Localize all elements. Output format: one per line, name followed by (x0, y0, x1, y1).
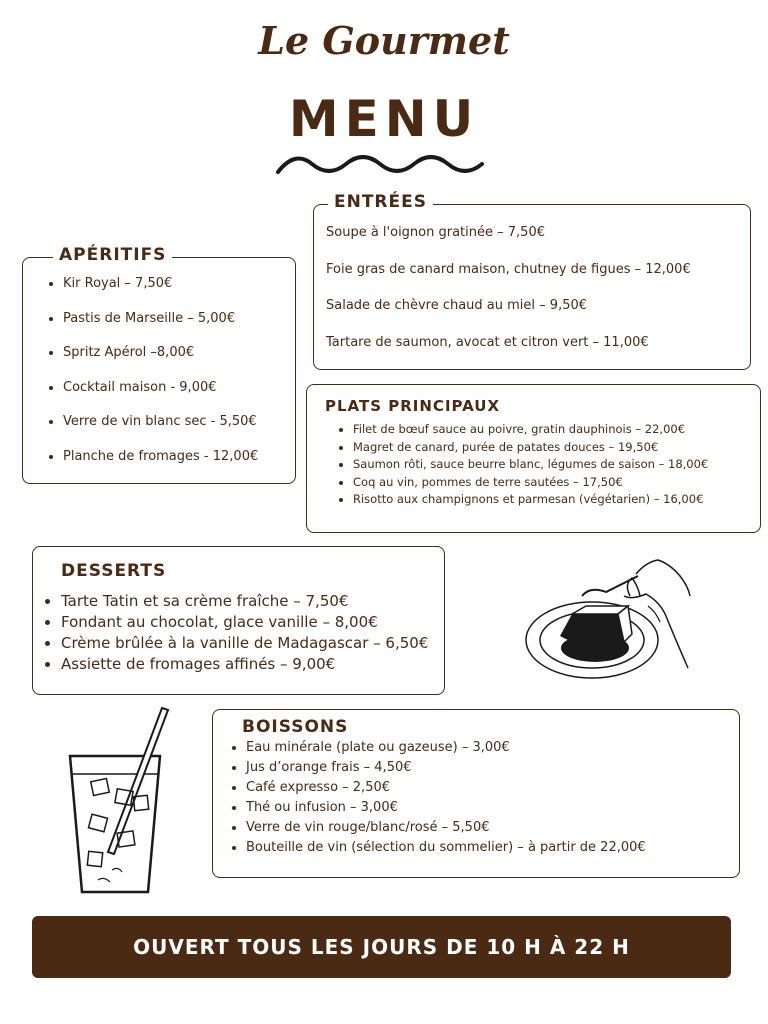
desserts-section (32, 546, 445, 695)
entrees-list (326, 225, 691, 371)
desserts-title: DESSERTS (61, 561, 167, 581)
list-item: • Bouteille de vin (sélection du sommelier) – à partir de 22,00€ (246, 838, 646, 858)
list-item: • Spritz Apérol –8,00€ (63, 345, 258, 380)
list-item: • Magret de canard, purée de patates douces – 19,50€ (353, 439, 708, 457)
entrees-title: ENTRÉES (328, 192, 433, 212)
list-item: • Café expresso – 2,50€ (246, 778, 646, 798)
list-item: • Thé ou infusion – 3,00€ (246, 798, 646, 818)
aperitifs-list (43, 276, 258, 483)
list-item: • Verre de vin blanc sec - 5,50€ (63, 414, 258, 449)
list-item: • Assiette de fromages affinés – 9,00€ (61, 654, 428, 675)
list-item: • Cocktail maison - 9,00€ (63, 380, 258, 415)
restaurant-name: Le Gourmet (258, 18, 510, 63)
entrees-section (313, 192, 751, 370)
list-item: • Planche de fromages - 12,00€ (63, 449, 258, 484)
list-item: • Filet de bœuf sauce au poivre, gratin dauphinois – 22,00€ (353, 421, 708, 439)
list-item: • Pastis de Marseille – 5,00€ (63, 311, 258, 346)
list-item: Tartare de saumon, avocat et citron vert – 11,00€ (326, 334, 649, 350)
list-item: • Kir Royal – 7,50€ (63, 276, 258, 311)
iced-drink-illustration (62, 704, 172, 899)
plats-list (333, 421, 708, 509)
list-item: • Saumon rôti, sauce beurre blanc, légumes de saison – 18,00€ (353, 456, 708, 474)
list-item: Salade de chèvre chaud au miel – 9,50€ (326, 298, 588, 313)
wave-divider (276, 150, 490, 178)
boissons-title: BOISSONS (242, 717, 349, 737)
list-item: • Coq au vin, pommes de terre sautées – 17,50€ (353, 474, 708, 492)
list-item: • Eau minérale (plate ou gazeuse) – 3,00€ (246, 738, 646, 758)
desserts-list (41, 591, 428, 675)
list-item: • Crème brûlée à la vanille de Madagascar – 6,50€ (61, 633, 428, 654)
opening-hours-text: OUVERT TOUS LES JOURS DE 10 H À 22 H (133, 935, 630, 959)
boissons-list (226, 738, 646, 858)
list-item: • Verre de vin rouge/blanc/rosé – 5,50€ (246, 818, 646, 838)
dessert-plate-illustration (520, 556, 700, 686)
list-item: Foie gras de canard maison, chutney de figues – 12,00€ (326, 261, 691, 277)
list-item: • Jus d’orange frais – 4,50€ (246, 758, 646, 778)
plats-title: PLATS PRINCIPAUX (325, 397, 501, 415)
aperitifs-section (22, 245, 296, 484)
list-item: • Fondant au chocolat, glace vanille – 8,00€ (61, 612, 428, 633)
opening-hours-banner (32, 916, 731, 978)
aperitifs-title: APÉRITIFS (53, 245, 172, 265)
menu-title: MENU (288, 90, 480, 148)
list-item: Soupe à l'oignon gratinée – 7,50€ (326, 225, 545, 240)
list-item: • Tarte Tatin et sa crème fraîche – 7,50€ (61, 591, 428, 612)
boissons-section (212, 709, 740, 878)
plats-section (306, 384, 761, 533)
list-item: • Risotto aux champignons et parmesan (végétarien) – 16,00€ (353, 491, 708, 509)
